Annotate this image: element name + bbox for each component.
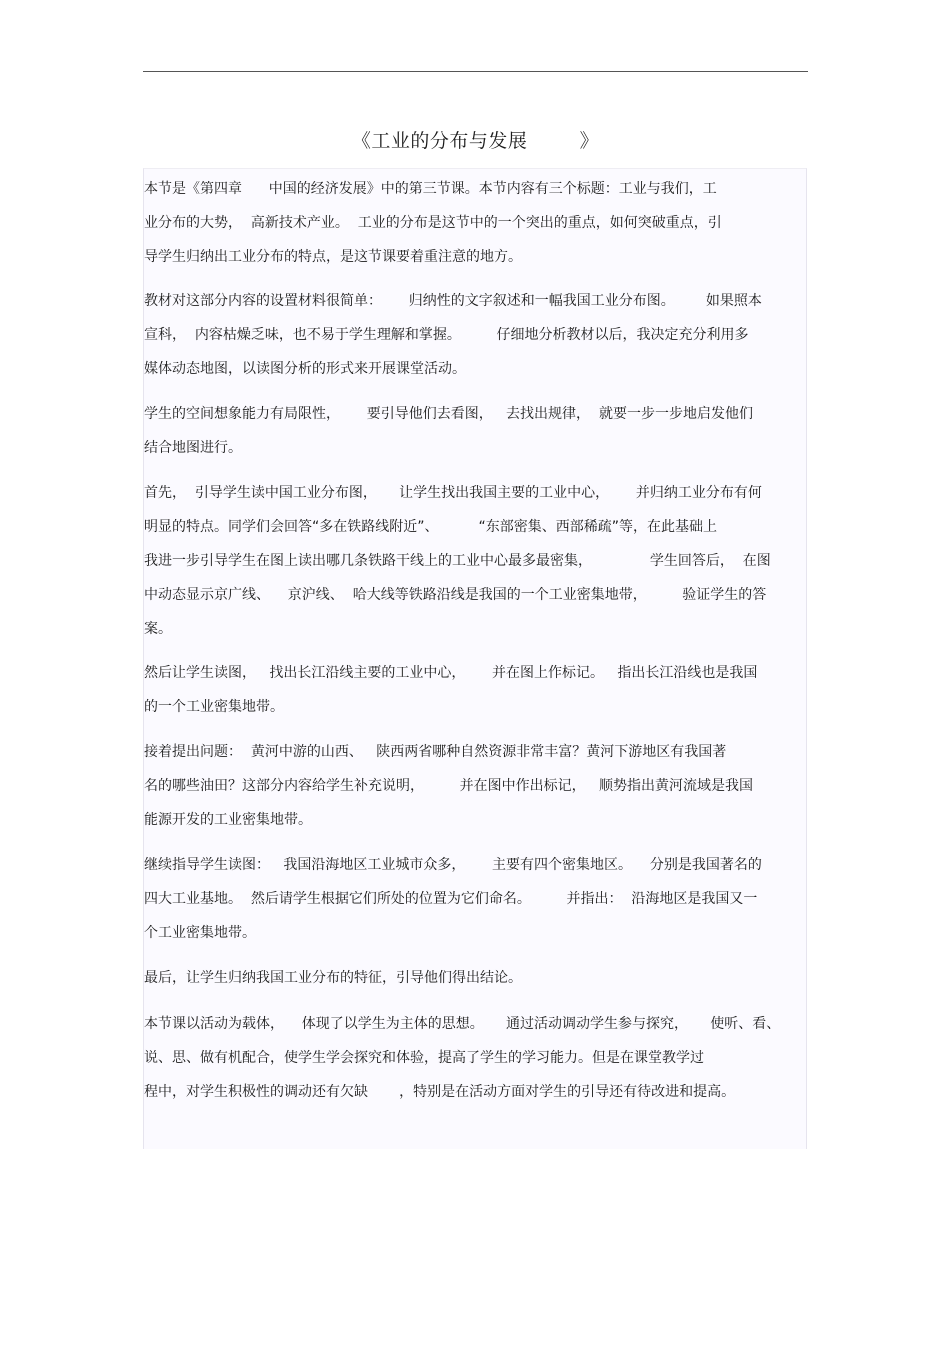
paragraph bbox=[144, 172, 804, 274]
paragraph-line: 程中，对学生积极性的调动还有欠缺 ，特别是在活动方面对学生的引导还有待改进和提高。 bbox=[144, 1084, 736, 1100]
paragraph bbox=[144, 1007, 804, 1109]
paragraph-line: 本节是《第四章 中国的经济发展》中的第三节课。本节内容有三个标题：工业与我们，工 bbox=[144, 181, 717, 197]
paragraph bbox=[144, 284, 804, 386]
paragraph bbox=[144, 397, 804, 465]
header-rule bbox=[143, 71, 808, 72]
paragraph bbox=[144, 476, 804, 646]
paragraph-line: 首先， 引导学生读中国工业分布图， 让学生找出我国主要的工业中心， 并归纳工业分布有何 bbox=[144, 485, 762, 501]
paragraph-line: 个工业密集地带。 bbox=[144, 925, 256, 941]
paragraph-line: 导学生归纳出工业分布的特点，是这节课要着重注意的地方。 bbox=[144, 249, 522, 265]
paragraph-line: 能源开发的工业密集地带。 bbox=[144, 812, 312, 828]
paragraph-line: 明显的特点。同学们会回答“多在铁路线附近”、 “东部密集、西部稀疏”等，在此基础上 bbox=[144, 519, 718, 535]
paragraph-line: 本节课以活动为载体， 体现了以学生为主体的思想。 通过活动调动学生参与探究， 使听、看、 bbox=[144, 1016, 781, 1032]
paragraph-line: 名的哪些油田？这部分内容给学生补充说明， 并在图中作出标记， 顺势指出黄河流域是我国 bbox=[144, 778, 753, 794]
paragraph-line: 业分布的大势， 高新技术产业。 工业的分布是这节中的一个突出的重点，如何突破重点，引 bbox=[144, 215, 722, 231]
paragraph-line: 结合地图进行。 bbox=[144, 440, 242, 456]
paragraph bbox=[144, 656, 804, 724]
paragraph-line: 媒体动态地图，以读图分析的形式来开展课堂活动。 bbox=[144, 361, 466, 377]
paragraph-line: 接着提出问题： 黄河中游的山西、 陕西两省哪种自然资源非常丰富？黄河下游地区有我国著 bbox=[144, 744, 727, 760]
paragraph bbox=[144, 961, 804, 995]
paragraph-line: 案。 bbox=[144, 621, 172, 637]
paragraph-line: 四大工业基地。 然后请学生根据它们所处的位置为它们命名。 并指出： 沿海地区是我国又一 bbox=[144, 891, 758, 907]
paragraph-line: 最后，让学生归纳我国工业分布的特征，引导他们得出结论。 bbox=[144, 970, 522, 986]
paragraph-line: 教材对这部分内容的设置材料很简单： 归纳性的文字叙述和一幅我国工业分布图。 如果照本 bbox=[144, 293, 762, 309]
paragraph-line: 然后让学生读图， 找出长江沿线主要的工业中心， 并在图上作标记。 指出长江沿线也是我国 bbox=[144, 665, 758, 681]
paragraph-line: 学生的空间想象能力有局限性， 要引导他们去看图， 去找出规律， 就要一步一步地启发他们 bbox=[144, 406, 753, 422]
paragraph-line: 宣科， 内容枯燥乏味，也不易于学生理解和掌握。 仔细地分析教材以后，我决定充分利用多 bbox=[144, 327, 749, 343]
paragraph-line: 中动态显示京广线、 京沪线、 哈大线等铁路沿线是我国的一个工业密集地带， 验证学生的答 bbox=[144, 587, 767, 603]
paragraph-line: 继续指导学生读图： 我国沿海地区工业城市众多， 主要有四个密集地区。 分别是我国著名的 bbox=[144, 857, 762, 873]
paragraph bbox=[144, 735, 804, 837]
paragraph-line: 说、思、做有机配合，使学生学会探究和体验，提高了学生的学习能力。但是在课堂教学过 bbox=[144, 1050, 704, 1066]
paragraph bbox=[144, 848, 804, 950]
paragraph-line: 我进一步引导学生在图上读出哪几条铁路干线上的工业中心最多最密集， 学生回答后， 在图 bbox=[144, 553, 771, 569]
document-title: 《工业的分布与发展 》 bbox=[351, 130, 600, 152]
paragraph-line: 的一个工业密集地带。 bbox=[144, 699, 284, 715]
